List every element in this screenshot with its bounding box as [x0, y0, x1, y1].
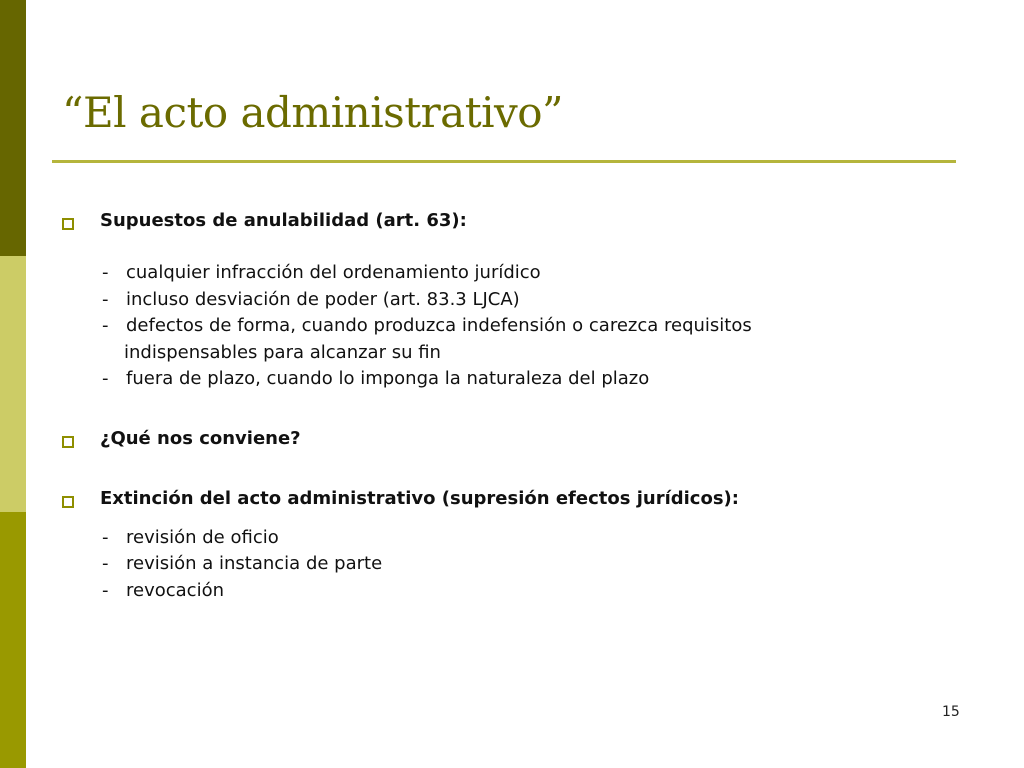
list-item-text: revocación — [126, 579, 224, 601]
square-bullet-icon — [62, 218, 74, 230]
anulabilidad-sub-list — [60, 260, 960, 393]
dash-marker: - — [102, 288, 109, 310]
list-item-continuation — [60, 340, 960, 367]
list-item-text: indispensables para alcanzar su fin — [124, 341, 441, 363]
list-item-text: incluso desviación de poder (art. 83.3 LJCA) — [126, 288, 520, 310]
side-bar-bottom — [0, 512, 26, 768]
list-item — [60, 287, 960, 314]
side-bar-middle — [0, 256, 26, 512]
list-item-text: defectos de forma, cuando produzca indefensión o carezca requisitos — [126, 315, 752, 336]
dash-marker: - — [102, 368, 109, 389]
list-item-text: revisión de oficio — [126, 526, 279, 548]
square-bullet-icon — [62, 496, 74, 508]
extincion-sub-list — [60, 525, 960, 605]
side-bar-top — [0, 0, 26, 256]
bullet-extincion-acto — [60, 485, 960, 513]
list-item — [60, 366, 960, 393]
bullet-label: ¿Qué nos conviene? — [100, 427, 301, 449]
dash-marker: - — [102, 262, 109, 283]
square-bullet-icon — [62, 436, 74, 448]
list-item — [60, 578, 960, 605]
list-item-text: revisión a instancia de parte — [126, 553, 383, 574]
dash-marker: - — [102, 579, 109, 601]
list-item-text: fuera de plazo, cuando lo imponga la naturaleza del plazo — [126, 368, 650, 389]
dash-marker: - — [102, 553, 109, 574]
list-item — [60, 525, 960, 552]
list-item — [60, 313, 960, 340]
bullet-label: Extinción del acto administrativo (supresión efectos jurídicos): — [100, 487, 739, 509]
list-item — [60, 260, 960, 287]
list-item — [60, 551, 960, 578]
bullet-que-nos-conviene — [60, 425, 960, 453]
slide-content — [60, 207, 960, 604]
dash-marker: - — [102, 315, 109, 336]
title-underline — [52, 160, 956, 163]
bullet-label: Supuestos de anulabilidad (art. 63): — [100, 210, 467, 231]
slide-title: “El acto administrativo” — [62, 88, 564, 137]
page-number: 15 — [942, 704, 960, 720]
list-item-text: cualquier infracción del ordenamiento jurídico — [126, 262, 541, 283]
bullet-supuestos-anulabilidad — [60, 207, 960, 235]
dash-marker: - — [102, 526, 109, 548]
